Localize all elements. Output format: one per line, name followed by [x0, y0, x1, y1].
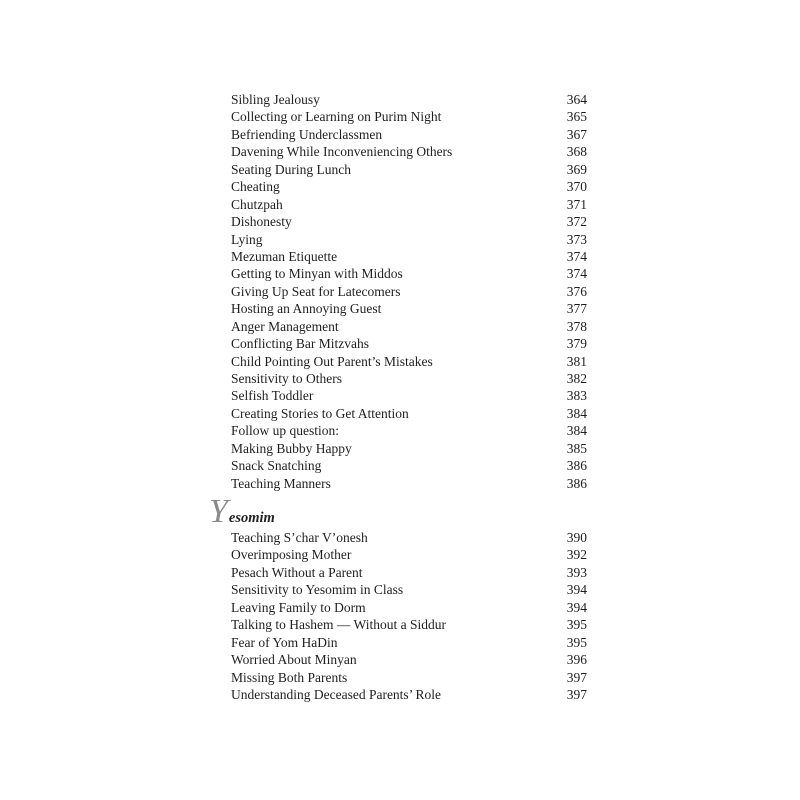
entry-title: Selfish Toddler [231, 388, 314, 404]
entry-page-number: 379 [566, 336, 587, 352]
toc-entry [231, 387, 587, 404]
entry-page-number: 364 [566, 92, 587, 107]
toc-entry [231, 475, 587, 492]
entry-page-number: 384 [566, 423, 587, 439]
toc-entry [231, 686, 587, 703]
toc-list-section-yesomim [231, 529, 587, 703]
entry-title: Chutzpah [231, 196, 283, 212]
section-heading-yesomim [209, 495, 275, 529]
entry-title: Teaching Manners [231, 475, 331, 491]
entry-title: Sensitivity to Yesomim in Class [231, 582, 404, 598]
toc-entry [231, 335, 587, 352]
entry-page-number: 394 [566, 599, 587, 615]
entry-title: Worried About Minyan [231, 652, 357, 668]
toc-entry [231, 248, 587, 265]
entry-title: Follow up question: [231, 423, 340, 439]
toc-entry [231, 546, 587, 563]
toc-entry [231, 651, 587, 668]
entry-page-number: 397 [566, 686, 587, 702]
entry-page-number: 390 [566, 530, 587, 545]
entry-page-number: 368 [566, 144, 587, 160]
toc-entry [231, 231, 587, 248]
toc-entry [231, 108, 587, 125]
entry-page-number: 374 [566, 266, 587, 282]
toc-entry [231, 440, 587, 457]
entry-page-number: 396 [566, 652, 587, 668]
toc-entry [231, 669, 587, 686]
entry-title: Dishonesty [231, 214, 292, 230]
entry-page-number: 393 [566, 564, 587, 580]
toc-entry [231, 91, 587, 108]
entry-page-number: 382 [566, 371, 587, 386]
entry-page-number: 386 [566, 475, 587, 491]
entry-title: Collecting or Learning on Purim Night [231, 109, 442, 125]
entry-title: Missing Both Parents [231, 669, 348, 685]
entry-page-number: 372 [566, 214, 587, 230]
entry-title: Fear of Yom HaDin [231, 634, 338, 650]
entry-page-number: 377 [566, 301, 587, 317]
section-heading-text: esomim [228, 510, 275, 526]
entry-title: Teaching S’char V’onesh [231, 530, 368, 545]
entry-title: Getting to Minyan with Middos [231, 266, 403, 282]
entry-title: Snack Snatching [231, 458, 322, 474]
entry-page-number: 365 [566, 109, 587, 125]
toc-entry [231, 634, 587, 651]
entry-page-number: 383 [566, 388, 587, 404]
entry-title: Conflicting Bar Mitzvahs [231, 336, 369, 352]
entry-title: Cheating [231, 179, 280, 195]
entry-page-number: 371 [566, 196, 587, 212]
toc-entry [231, 265, 587, 282]
entry-title: Leaving Family to Dorm [231, 599, 366, 615]
entry-page-number: 370 [566, 179, 587, 195]
toc-entry [231, 599, 587, 616]
entry-title: Befriending Underclassmen [231, 126, 383, 142]
entry-title: Anger Management [231, 318, 339, 334]
entry-title: Davening While Inconveniencing Others [231, 144, 453, 160]
entry-title: Mezuman Etiquette [231, 248, 338, 264]
toc-entry [231, 126, 587, 143]
entry-title: Understanding Deceased Parents’ Role [231, 686, 442, 702]
entry-page-number: 367 [566, 126, 587, 142]
entry-page-number: 385 [566, 440, 587, 456]
entry-page-number: 392 [566, 547, 587, 563]
toc-entry [231, 143, 587, 160]
toc-entry [231, 283, 587, 300]
entry-page-number: 395 [566, 634, 587, 650]
entry-title: Overimposing Mother [231, 547, 352, 563]
toc-entry [231, 353, 587, 370]
toc-entry [231, 581, 587, 598]
toc-entry [231, 370, 587, 387]
toc-entry [231, 405, 587, 422]
entry-page-number: 384 [566, 405, 587, 421]
entry-page-number: 376 [566, 283, 587, 299]
entry-title: Sibling Jealousy [231, 92, 320, 107]
entry-title: Hosting an Annoying Guest [231, 301, 382, 317]
section-heading-initial: Y [209, 493, 228, 530]
toc-entry [231, 318, 587, 335]
entry-page-number: 394 [566, 582, 587, 598]
entry-page-number: 381 [566, 353, 587, 369]
toc-entry [231, 422, 587, 439]
entry-page-number: 397 [566, 669, 587, 685]
toc-entry [231, 616, 587, 633]
entry-title: Making Bubby Happy [231, 440, 352, 456]
entry-title: Child Pointing Out Parent’s Mistakes [231, 353, 433, 369]
entry-title: Talking to Hashem — Without a Siddur [231, 617, 446, 633]
toc-entry [231, 161, 587, 178]
entry-page-number: 395 [566, 617, 587, 633]
entry-title: Sensitivity to Others [231, 371, 342, 386]
toc-entry [231, 300, 587, 317]
entry-page-number: 374 [566, 248, 587, 264]
entry-page-number: 378 [566, 318, 587, 334]
entry-title: Seating During Lunch [231, 161, 351, 177]
entry-title: Creating Stories to Get Attention [231, 405, 409, 421]
entry-page-number: 369 [566, 161, 587, 177]
entry-title: Giving Up Seat for Latecomers [231, 283, 401, 299]
toc-list-section-one [231, 91, 587, 492]
entry-title: Pesach Without a Parent [231, 564, 363, 580]
entry-page-number: 373 [566, 231, 587, 247]
toc-entry [231, 213, 587, 230]
toc-entry [231, 178, 587, 195]
toc-entry [231, 196, 587, 213]
entry-title: Lying [231, 231, 263, 247]
entry-page-number: 386 [566, 458, 587, 474]
toc-entry [231, 564, 587, 581]
toc-entry [231, 529, 587, 546]
toc-entry [231, 457, 587, 474]
